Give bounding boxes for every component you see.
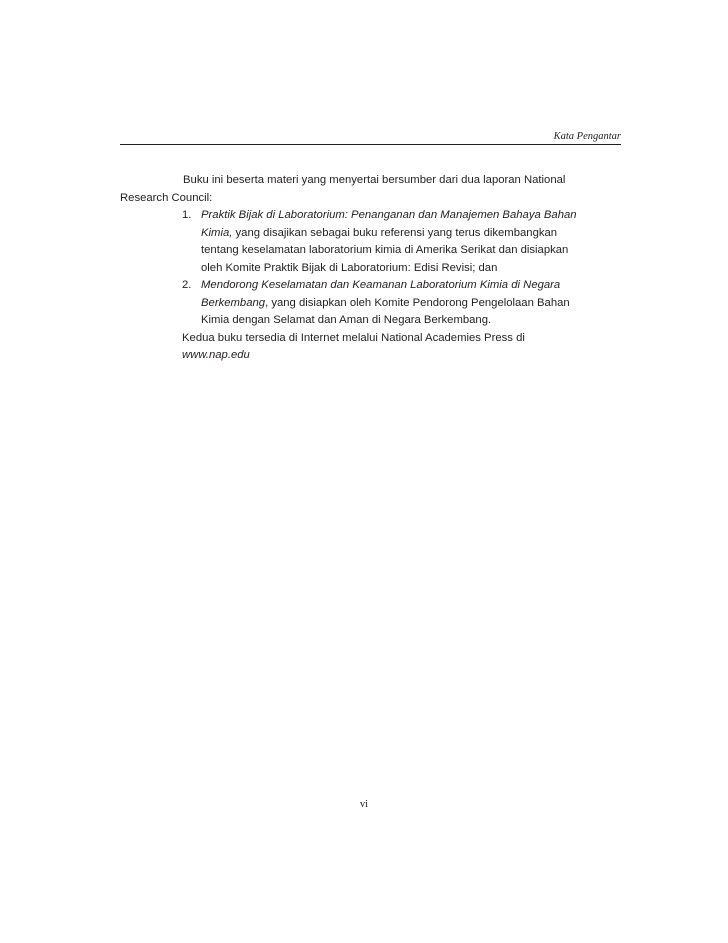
page-number: vi xyxy=(359,799,369,810)
list-item xyxy=(120,207,580,277)
list-number: 1. xyxy=(182,209,192,221)
closing-text: Kedua buku tersedia di Internet melalui National Academies Press di xyxy=(182,331,525,344)
list-item-text: yang disajikan sebagai buku referensi yang terus dikembangkan tentang keselamatan laboratorium kimia di Amerika Serikat dan disiapkan oleh Komite Praktik Bijak di Laboratorium: Edisi Revisi; dan xyxy=(201,226,569,274)
closing-paragraph xyxy=(120,330,580,365)
header-rule xyxy=(120,144,621,145)
list-item-text: , yang disiapkan oleh Komite Pendorong Pengelolaan Bahan Kimia dengan Selamat dan Aman di Negara Berkembang. xyxy=(201,296,570,326)
intro-paragraph: Buku ini beserta materi yang menyertai bersumber dari dua laporan National Research Council: xyxy=(120,174,566,204)
running-header: Kata Pengantar xyxy=(553,131,621,142)
reports-list xyxy=(120,207,580,330)
list-number: 2. xyxy=(182,279,192,291)
body-text xyxy=(120,172,580,365)
list-item-title: Mendorong Keselamatan dan Keamanan Laboratorium Kimia di Negara Berkembang xyxy=(201,279,561,309)
list-item-title: Praktik Bijak di Laboratorium: Penanganan dan Manajemen Bahaya Bahan Kimia, xyxy=(201,209,577,239)
list-item xyxy=(120,277,580,330)
website-url: www.nap.edu xyxy=(182,349,250,361)
